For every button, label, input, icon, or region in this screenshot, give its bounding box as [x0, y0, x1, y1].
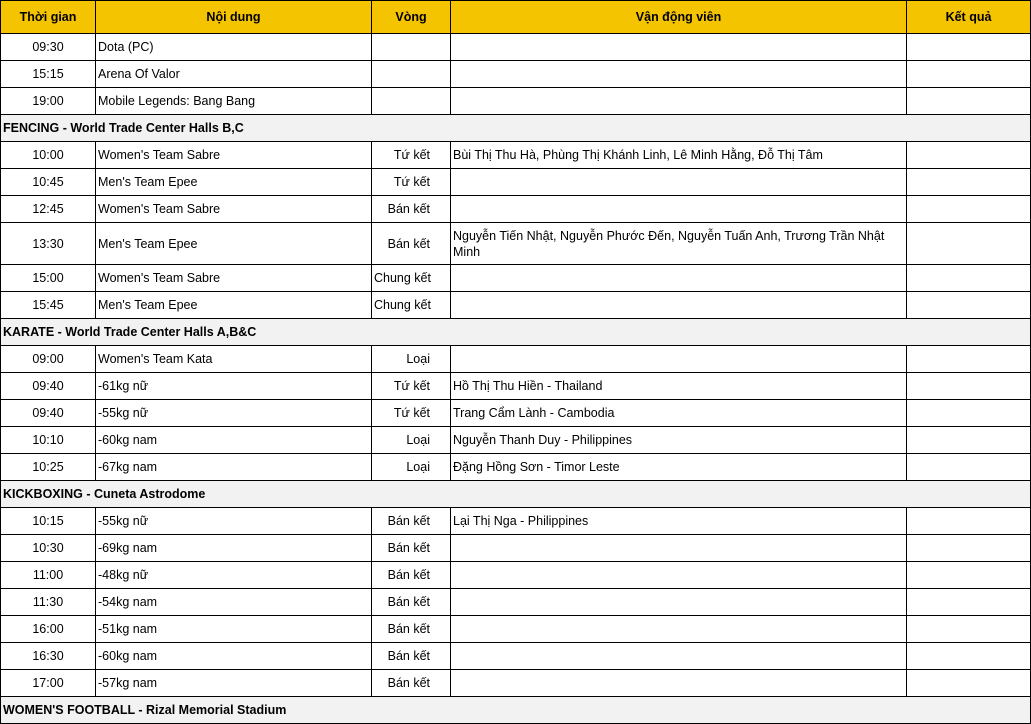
- round-cell: Bán kết: [372, 589, 451, 616]
- column-header-event: Nội dung: [96, 1, 372, 34]
- table-row: [1, 169, 1031, 196]
- time-cell: 10:25: [1, 454, 96, 481]
- table-row: [1, 142, 1031, 169]
- event-cell: -48kg nữ: [96, 562, 372, 589]
- round-cell: Tứ kết: [372, 169, 451, 196]
- table-row: [1, 346, 1031, 373]
- venue-cell: [1, 481, 1031, 508]
- result-cell: [907, 427, 1031, 454]
- column-header-result: Kết quả: [907, 1, 1031, 34]
- result-cell: [907, 400, 1031, 427]
- event-cell: -60kg nam: [96, 427, 372, 454]
- venue-name: - World Trade Center Halls A,B&C: [54, 325, 257, 339]
- athletes-cell: [451, 61, 907, 88]
- result-cell: [907, 616, 1031, 643]
- event-cell: Women's Team Sabre: [96, 265, 372, 292]
- event-cell: -51kg nam: [96, 616, 372, 643]
- round-cell: Bán kết: [372, 616, 451, 643]
- round-cell: Chung kết: [372, 265, 451, 292]
- table-row: [1, 223, 1031, 265]
- table-row: [1, 508, 1031, 535]
- schedule-body: [1, 34, 1031, 724]
- table-row: [1, 265, 1031, 292]
- athletes-cell: Nguyễn Thanh Duy - Philippines: [451, 427, 907, 454]
- event-cell: -67kg nam: [96, 454, 372, 481]
- athletes-cell: [451, 670, 907, 697]
- athletes-cell: [451, 535, 907, 562]
- event-cell: Arena Of Valor: [96, 61, 372, 88]
- round-cell: Bán kết: [372, 508, 451, 535]
- column-header-athletes: Vận động viên: [451, 1, 907, 34]
- table-row: [1, 196, 1031, 223]
- athletes-cell: [451, 169, 907, 196]
- result-cell: [907, 61, 1031, 88]
- time-cell: 11:00: [1, 562, 96, 589]
- athletes-cell: [451, 196, 907, 223]
- time-cell: 09:40: [1, 400, 96, 427]
- result-cell: [907, 373, 1031, 400]
- table-row: [1, 589, 1031, 616]
- time-cell: 10:00: [1, 142, 96, 169]
- table-row: [1, 535, 1031, 562]
- round-cell: Bán kết: [372, 670, 451, 697]
- event-cell: Men's Team Epee: [96, 223, 372, 265]
- event-cell: Women's Team Sabre: [96, 196, 372, 223]
- result-cell: [907, 34, 1031, 61]
- result-cell: [907, 169, 1031, 196]
- time-cell: 10:10: [1, 427, 96, 454]
- venue-cell: [1, 115, 1031, 142]
- venue-name: - World Trade Center Halls B,C: [59, 121, 244, 135]
- round-cell: Loại: [372, 427, 451, 454]
- result-cell: [907, 196, 1031, 223]
- result-cell: [907, 508, 1031, 535]
- table-row: [1, 616, 1031, 643]
- time-cell: 19:00: [1, 88, 96, 115]
- time-cell: 10:30: [1, 535, 96, 562]
- result-cell: [907, 223, 1031, 265]
- venue-row: [1, 319, 1031, 346]
- time-cell: 17:00: [1, 670, 96, 697]
- round-cell: [372, 34, 451, 61]
- athletes-cell: [451, 88, 907, 115]
- table-row: [1, 643, 1031, 670]
- event-cell: Women's Team Kata: [96, 346, 372, 373]
- sport-name: WOMEN'S FOOTBALL: [3, 703, 135, 717]
- athletes-cell: Đặng Hồng Sơn - Timor Leste: [451, 454, 907, 481]
- time-cell: 15:15: [1, 61, 96, 88]
- round-cell: Bán kết: [372, 196, 451, 223]
- round-cell: Bán kết: [372, 535, 451, 562]
- athletes-cell: [451, 292, 907, 319]
- event-cell: Mobile Legends: Bang Bang: [96, 88, 372, 115]
- sport-name: KICKBOXING: [3, 487, 83, 501]
- venue-name: - Rizal Memorial Stadium: [134, 703, 287, 717]
- round-cell: Tứ kết: [372, 400, 451, 427]
- time-cell: 13:30: [1, 223, 96, 265]
- result-cell: [907, 670, 1031, 697]
- time-cell: 15:00: [1, 265, 96, 292]
- venue-row: [1, 697, 1031, 724]
- athletes-cell: [451, 643, 907, 670]
- time-cell: 11:30: [1, 589, 96, 616]
- event-cell: -55kg nữ: [96, 400, 372, 427]
- table-row: [1, 562, 1031, 589]
- time-cell: 10:15: [1, 508, 96, 535]
- venue-cell: [1, 319, 1031, 346]
- athletes-cell: Lại Thị Nga - Philippines: [451, 508, 907, 535]
- round-cell: Bán kết: [372, 223, 451, 265]
- header-row: [1, 1, 1031, 34]
- table-row: [1, 670, 1031, 697]
- time-cell: 10:45: [1, 169, 96, 196]
- time-cell: 16:00: [1, 616, 96, 643]
- round-cell: Loại: [372, 454, 451, 481]
- event-cell: Women's Team Sabre: [96, 142, 372, 169]
- time-cell: 12:45: [1, 196, 96, 223]
- column-header-round: Vòng: [372, 1, 451, 34]
- round-cell: Chung kết: [372, 292, 451, 319]
- table-row: [1, 34, 1031, 61]
- round-cell: [372, 88, 451, 115]
- event-cell: -60kg nam: [96, 643, 372, 670]
- result-cell: [907, 589, 1031, 616]
- round-cell: [372, 61, 451, 88]
- athletes-cell: [451, 265, 907, 292]
- sport-name: FENCING: [3, 121, 60, 135]
- time-cell: 16:30: [1, 643, 96, 670]
- table-row: [1, 292, 1031, 319]
- result-cell: [907, 88, 1031, 115]
- result-cell: [907, 454, 1031, 481]
- result-cell: [907, 292, 1031, 319]
- table-row: [1, 88, 1031, 115]
- round-cell: Loại: [372, 346, 451, 373]
- event-cell: Men's Team Epee: [96, 169, 372, 196]
- result-cell: [907, 535, 1031, 562]
- result-cell: [907, 142, 1031, 169]
- venue-cell: [1, 697, 1031, 724]
- venue-row: [1, 115, 1031, 142]
- round-cell: Bán kết: [372, 643, 451, 670]
- athletes-cell: [451, 562, 907, 589]
- table-row: [1, 400, 1031, 427]
- time-cell: 09:40: [1, 373, 96, 400]
- event-cell: -55kg nữ: [96, 508, 372, 535]
- event-cell: Dota (PC): [96, 34, 372, 61]
- event-cell: -61kg nữ: [96, 373, 372, 400]
- round-cell: Tứ kết: [372, 142, 451, 169]
- table-row: [1, 61, 1031, 88]
- column-header-time: Thời gian: [1, 1, 96, 34]
- time-cell: 09:00: [1, 346, 96, 373]
- athletes-cell: Hồ Thị Thu Hiền - Thailand: [451, 373, 907, 400]
- athletes-cell: [451, 616, 907, 643]
- event-cell: -54kg nam: [96, 589, 372, 616]
- event-cell: -57kg nam: [96, 670, 372, 697]
- venue-name: - Cuneta Astrodome: [82, 487, 206, 501]
- table-row: [1, 373, 1031, 400]
- athletes-cell: Trang Cẩm Lành - Cambodia: [451, 400, 907, 427]
- athletes-cell: [451, 34, 907, 61]
- table-row: [1, 454, 1031, 481]
- result-cell: [907, 346, 1031, 373]
- time-cell: 15:45: [1, 292, 96, 319]
- athletes-cell: Nguyễn Tiến Nhật, Nguyễn Phước Đến, Nguyễn Tuấn Anh, Trương Trần Nhật Minh: [451, 223, 907, 265]
- round-cell: Bán kết: [372, 562, 451, 589]
- event-cell: Men's Team Epee: [96, 292, 372, 319]
- result-cell: [907, 643, 1031, 670]
- athletes-cell: [451, 589, 907, 616]
- event-cell: -69kg nam: [96, 535, 372, 562]
- sport-name: KARATE: [3, 325, 55, 339]
- athletes-cell: [451, 346, 907, 373]
- table-row: [1, 427, 1031, 454]
- athletes-cell: Bùi Thị Thu Hà, Phùng Thị Khánh Linh, Lê Minh Hằng, Đỗ Thị Tâm: [451, 142, 907, 169]
- round-cell: Tứ kết: [372, 373, 451, 400]
- result-cell: [907, 562, 1031, 589]
- time-cell: 09:30: [1, 34, 96, 61]
- venue-row: [1, 481, 1031, 508]
- result-cell: [907, 265, 1031, 292]
